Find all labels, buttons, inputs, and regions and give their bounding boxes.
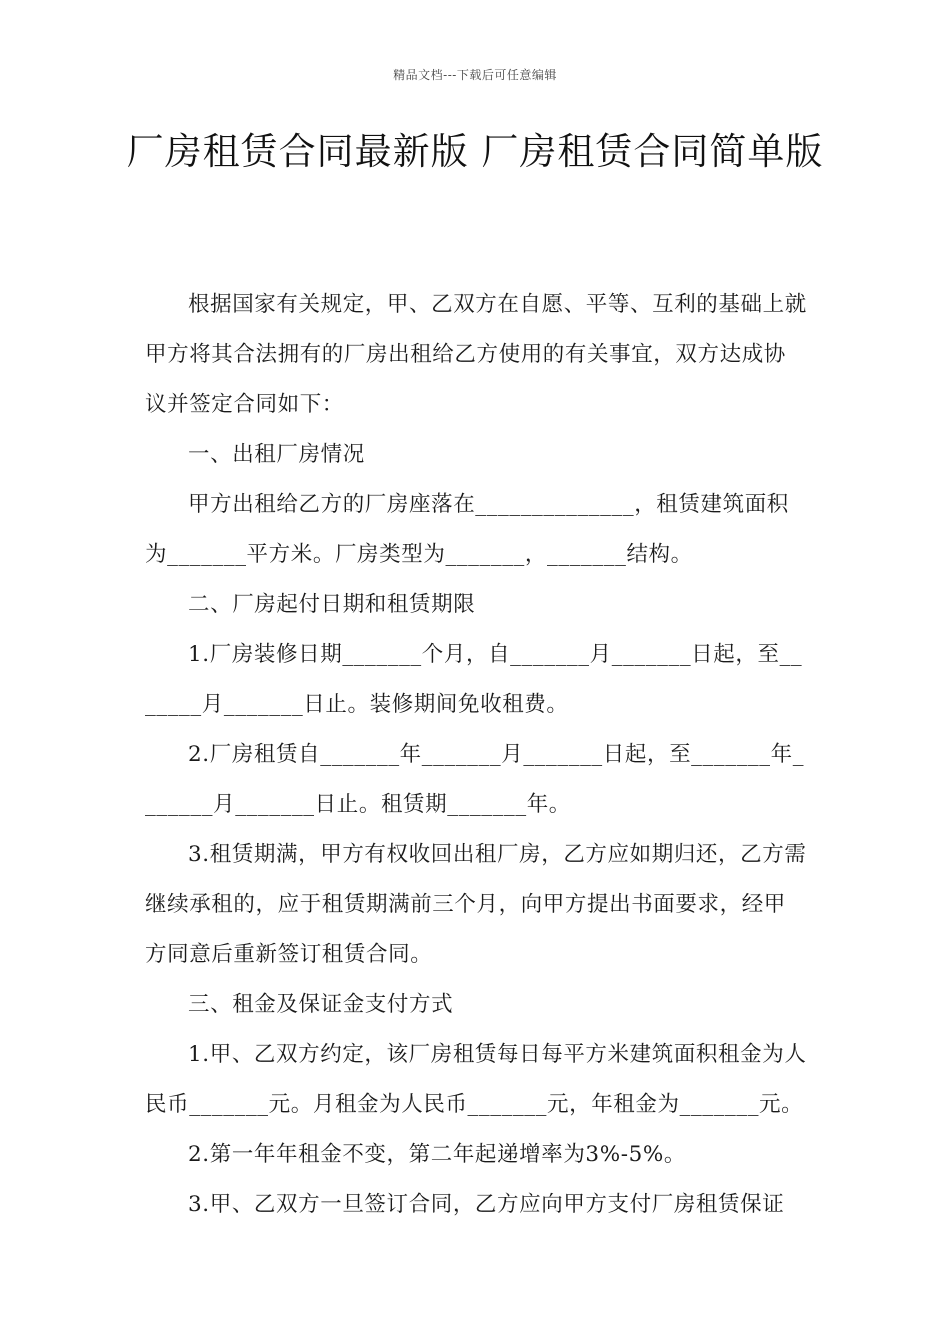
page-header: 精品文档---下载后可任意编辑: [393, 68, 557, 82]
section-heading-1: 一、出租厂房情况: [188, 442, 365, 467]
paragraph-location: 甲方出租给乙方的厂房座落在______________，租赁建筑面积为_______平方米。厂房类型为_______，_______结构。: [145, 492, 789, 567]
section-heading-3: 三、租金及保证金支付方式: [188, 992, 454, 1017]
paragraph-clause-3-2: 2.第一年年租金不变，第二年起递增率为3%-5%。: [188, 1142, 686, 1167]
section-heading-2: 二、厂房起付日期和租赁期限: [188, 592, 476, 617]
paragraph-clause-3-1: 1.甲、乙双方约定，该厂房租赁每日每平方米建筑面积租金为人民币_______元。月租金为人民币_______元，年租金为_______元。: [145, 1042, 807, 1117]
paragraph-intro: 根据国家有关规定，甲、乙双方在自愿、平等、互利的基础上就甲方将其合法拥有的厂房出租给乙方使用的有关事宜，双方达成协议并签定合同如下：: [145, 292, 807, 417]
paragraph-clause-2-2: 2.厂房租赁自_______年_______月_______日起，至_______年_______月_______日止。租赁期_______年。: [145, 742, 805, 817]
document-title: 厂房租赁合同最新版 厂房租赁合同简单版: [126, 130, 824, 173]
paragraph-clause-2-1: 1.厂房装修日期_______个月，自_______月_______日起，至_______月_______日止。装修期间免收租费。: [145, 642, 803, 717]
paragraph-clause-2-3: 3.租赁期满，甲方有权收回出租厂房，乙方应如期归还，乙方需继续承租的，应于租赁期满前三个月，向甲方提出书面要求，经甲方同意后重新签订租赁合同。: [145, 842, 807, 967]
document-body: [145, 280, 807, 1230]
paragraph-clause-3-3: 3.甲、乙双方一旦签订合同，乙方应向甲方支付厂房租赁保证: [188, 1192, 785, 1217]
